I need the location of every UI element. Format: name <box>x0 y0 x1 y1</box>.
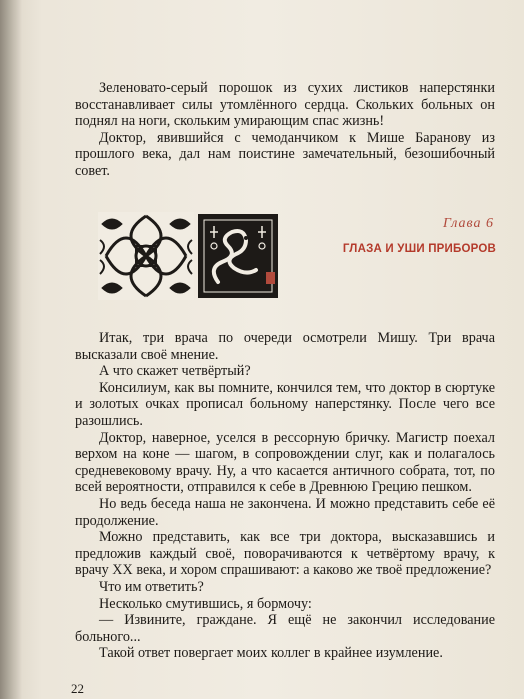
story-paragraph: Доктор, наверное, уселся в рессорную бричку. Магистр поехал верхом на коне — шагом, в сопровождении слуг, как и полагалось средневековому врачу. Ну, а что касается античного собрата, тот, по всей вероятности, отправился к себе в Древнюю Грецию пешком. <box>75 429 495 496</box>
chapter-number: Глава 6 <box>443 216 494 231</box>
intro-paragraph: Доктор, явившийся с чемоданчиком к Мише Баранову из прошлого века, дал нам поистине замечательный, безошибочный совет. <box>75 129 495 179</box>
intro-paragraph: Зеленовато-серый порошок из сухих листиков наперстянки восстанавливает силы утомлённого сердца. Скольких больных он поднял на ноги, скольким умирающим спас жизнь! <box>75 80 495 130</box>
story-paragraph: Такой ответ повергает моих коллег в крайнее изумление. <box>99 645 443 662</box>
story-paragraph: А что скажет четвёртый? <box>99 363 251 380</box>
story-paragraph: Но ведь беседа наша не закончена. И можно представить себе её продолжение. <box>75 495 495 529</box>
story-paragraph: Что им ответить? <box>99 578 204 595</box>
intro-text <box>75 80 495 180</box>
book-spine-shadow <box>0 0 22 699</box>
story-paragraph: Несколько смутившись, я бормочу: <box>99 595 312 612</box>
page-number: 22 <box>71 681 84 696</box>
story-paragraph: — Извините, граждане. Я ещё не закончил исследование больного... <box>75 612 495 645</box>
story-paragraph: Консилиум, как вы помните, кончился тем, что доктор в сюртуке и золотых очках прописал больному наперстянку. После чего все разошлись. <box>75 379 495 429</box>
initial-letter-block <box>198 214 278 298</box>
story-paragraph: Итак, три врача по очереди осмотрели Мишу. Три врача высказали своё мнение. <box>75 330 495 363</box>
ornament-knot-icon <box>98 212 194 300</box>
chapter-ornament <box>96 210 282 302</box>
chapter-title: ГЛАЗА И УШИ ПРИБОРОВ <box>342 243 496 255</box>
story-paragraph: Можно представить, как все три доктора, высказавшись и предложив каждый своё, поворачиваются к четвёртому врачу, к врачу XX века, и хором спрашивают: а каково же твоё предложение? <box>75 529 495 579</box>
chapter-text <box>75 330 495 662</box>
